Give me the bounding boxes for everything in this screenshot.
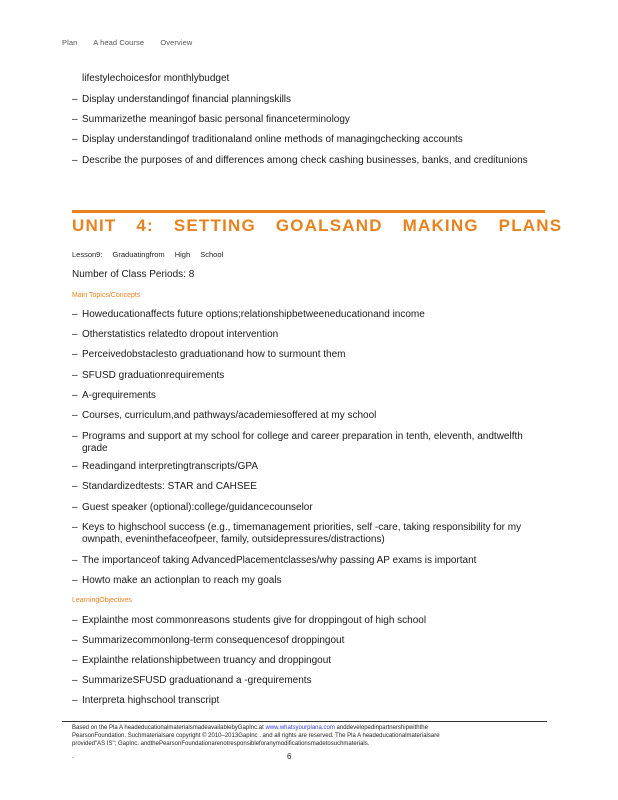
bullet-dash: –: [72, 309, 78, 320]
bullet-dash: –: [72, 695, 78, 706]
item-text: Standardizedtests: STAR and CAHSEE: [82, 481, 257, 492]
item-text: Describe the purposes of and differences among check cashing businesses, banks, and creditunions: [82, 155, 528, 166]
class-periods: Number of Class Periods: 8: [72, 269, 195, 280]
item-text: Summarizecommonlong-term consequencesof droppingout: [82, 635, 345, 646]
bullet-dash: –: [72, 431, 78, 442]
page-header: [62, 38, 206, 47]
item-text: A-grequirements: [82, 390, 156, 401]
bullet-dash: –: [72, 370, 78, 381]
list-item: [72, 575, 542, 587]
bullet-dash: –: [72, 329, 78, 340]
list-item: [72, 155, 542, 167]
bullet-dash: –: [72, 481, 78, 492]
footer-dot: .: [72, 753, 74, 760]
bullet-dash: –: [72, 522, 78, 533]
footer-line1a: Based on the Pla A headeducationalmaterialsmadeavailablebyGapInc.at: [72, 725, 264, 731]
list-item: [72, 370, 542, 382]
list-item: [72, 635, 542, 647]
header-overview: Overview: [160, 38, 193, 47]
list-item: [72, 695, 542, 707]
item-text: The importanceof taking AdvancedPlacementclasses/why passing AP exams is important: [82, 555, 477, 566]
item-text: Explainthe most commonreasons students give for droppingout of high school: [82, 615, 427, 626]
item-text: Keys to highschool success (e.g., timemanagement priorities, self -care, taking responsibility for my: [82, 522, 522, 533]
bullet-dash: –: [72, 134, 78, 145]
list-item: [72, 309, 542, 321]
list-item: [72, 134, 542, 146]
item-text: lifestylechoicesfor monthlybudget: [82, 73, 230, 84]
footer-text: [72, 724, 542, 748]
bullet-dash: –: [72, 555, 78, 566]
bullet-dash: –: [72, 94, 78, 105]
item-text: Courses, curriculum,and pathways/academiesoffered at my school: [82, 410, 377, 421]
item-text: Summarizethe meaningof basic personal financeterminology: [82, 114, 350, 125]
item-text: Guest speaker (optional):college/guidancecounselor: [82, 502, 313, 513]
bullet-dash: –: [72, 635, 78, 646]
list-item: [72, 329, 542, 341]
topics-heading: Main Topics/Concepts: [72, 292, 141, 299]
footer-line3: provided"AS IS"; GapInc. andthePearsonFoundationarenotresponsibleforanymodificationsmadetosuchmaterials.: [72, 741, 370, 747]
bullet-dash: –: [72, 114, 78, 125]
footer-line2: PearsonFoundation. Suchmaterialsare copyright © 2010–2013GapInc . and all rights are reserved. The Pla A headeducationalmaterialsare: [72, 733, 440, 739]
footer-link[interactable]: www.whatsyourplana.com: [265, 725, 335, 731]
item-continuation: ownpath, eveninthefaceofpeer, family, outsidepressures/distractions): [82, 534, 385, 545]
unit-divider: [72, 210, 545, 213]
bullet-dash: –: [72, 502, 78, 513]
footer-divider: [62, 721, 547, 722]
list-item: [72, 522, 542, 546]
bullet-dash: –: [72, 461, 78, 472]
list-item: [72, 555, 542, 567]
item-text: Perceivedobstaclesto graduationand how to surmount them: [82, 349, 346, 360]
item-continuation: grade: [82, 443, 108, 454]
item-text: Howeducationaffects future options;relationshipbetweeneducationand income: [82, 309, 425, 320]
item-text: SummarizeSFUSD graduationand a -grequirements: [82, 675, 312, 686]
bullet-dash: –: [72, 675, 78, 686]
list-item: [72, 349, 542, 361]
list-item: [72, 410, 542, 422]
list-item: [72, 73, 542, 85]
item-text: Explainthe relationshipbetween truancy and droppingout: [82, 655, 332, 666]
lesson-line: Lesson9: Graduatingfrom High School: [72, 250, 224, 259]
list-item: [72, 675, 542, 687]
item-text: Howto make an actionplan to reach my goals: [82, 575, 282, 586]
list-item: [72, 502, 542, 514]
list-item: [72, 461, 542, 473]
header-plan: Plan: [62, 38, 78, 47]
list-item: [72, 655, 542, 667]
bullet-dash: –: [72, 655, 78, 666]
item-text: Display understandingof financial planningskills: [82, 94, 292, 105]
list-item: [72, 431, 542, 455]
bullet-dash: –: [72, 410, 78, 421]
list-item: [72, 481, 542, 493]
unit-title: UNIT 4: SETTING GOALSAND MAKING PLANS: [72, 216, 563, 235]
page-number: 6: [287, 752, 292, 761]
bullet-dash: –: [72, 390, 78, 401]
list-item: [72, 94, 542, 106]
footer-line1b: anddevelopedinpartnershipwiththe: [336, 725, 428, 731]
item-text: Interpreta highschool transcript: [82, 695, 220, 706]
bullet-dash: –: [72, 349, 78, 360]
item-text: Programs and support at my school for college and career preparation in tenth, eleventh, andtwelfth: [82, 431, 523, 442]
item-text: SFUSD graduationrequirements: [82, 370, 225, 381]
objectives-heading: LearningObjectives: [72, 597, 132, 604]
item-text: Otherstatistics relatedto dropout intervention: [82, 329, 279, 340]
list-item: [72, 615, 542, 627]
item-text: Readingand interpretingtranscripts/GPA: [82, 461, 259, 472]
bullet-dash: –: [72, 575, 78, 586]
bullet-dash: –: [72, 615, 78, 626]
list-item: [72, 390, 542, 402]
bullet-dash: –: [72, 155, 78, 166]
header-ahead: A head Course: [93, 38, 145, 47]
item-text: Display understandingof traditionaland online methods of managingchecking accounts: [82, 134, 463, 145]
list-item: [72, 114, 542, 126]
